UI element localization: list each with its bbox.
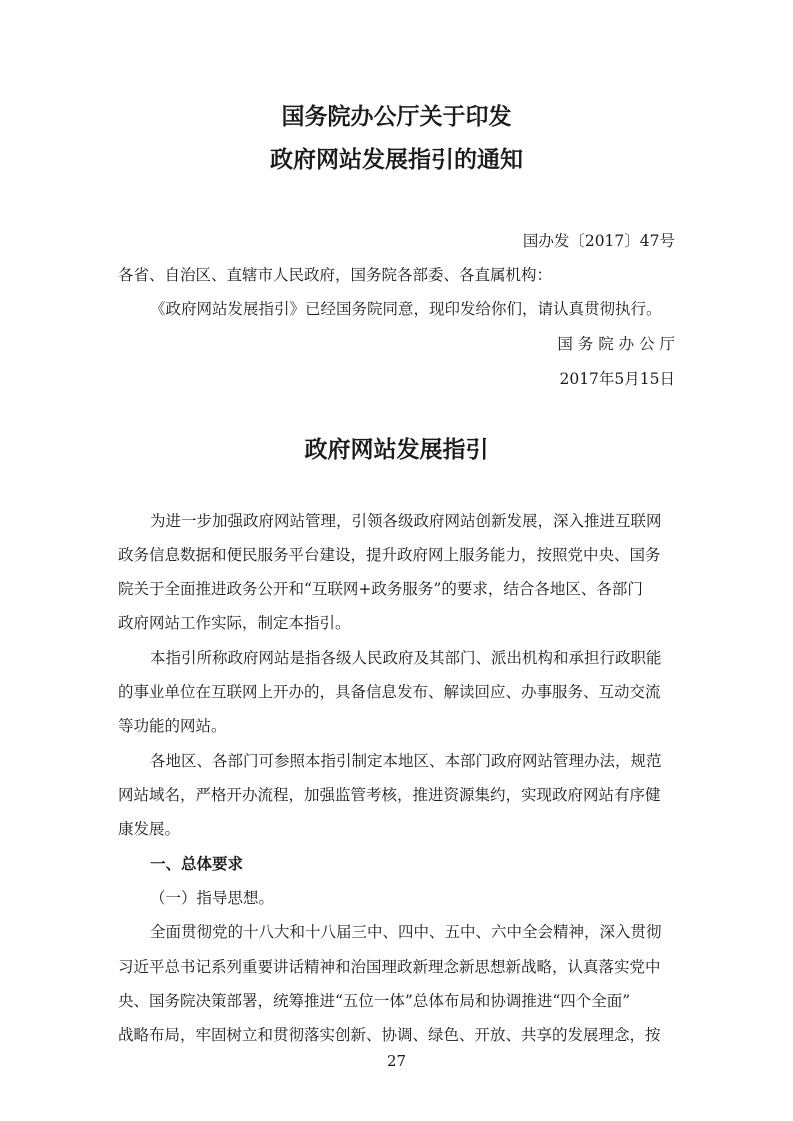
paragraph-line: 政府网站工作实际，制定本指引。 — [118, 614, 351, 632]
issuer: 国 务 院 办 公 厅 — [557, 335, 675, 353]
notice-title-line1: 国务院办公厅关于印发 — [281, 104, 512, 130]
paragraph-line: 政务信息数据和便民服务平台建设，提升政府网上服务能力，按照党中央、国务 — [118, 546, 661, 564]
paragraph-line: 央、国务院决策部署，统筹推进“五位一体”总体布局和协调推进“四个全面” — [118, 992, 631, 1010]
page-number: 27 — [386, 1052, 407, 1070]
paragraph-line: 本指引所称政府网站是指各级人民政府及其部门、派出机构和承担行政职能 — [150, 649, 662, 667]
subsection-heading: （一）指导思想。 — [150, 889, 275, 907]
paragraph-line: 康发展。 — [118, 820, 181, 838]
paragraph-line: 网站域名，严格开办流程，加强监管考核，推进资源集约，实现政府网站有序健 — [118, 786, 661, 804]
issue-date: 2017年5月15日 — [559, 370, 675, 388]
notice-body: 《政府网站发展指引》已经国务院同意，现印发给你们，请认真贯彻执行。 — [150, 300, 662, 318]
document-number: 国办发〔2017〕47号 — [522, 232, 675, 250]
paragraph-line: 为进一步加强政府网站管理，引领各级政府网站创新发展，深入推进互联网 — [150, 512, 662, 530]
paragraph-line: 各地区、各部门可参照本指引制定本地区、本部门政府网站管理办法，规范 — [150, 752, 662, 770]
paragraph-line: 习近平总书记系列重要讲话精神和治国理政新理念新思想新战略，认真落实党中 — [118, 958, 661, 976]
paragraph-line: 院关于全面推进政务公开和“互联网+政务服务”的要求，结合各地区、各部门 — [118, 580, 643, 598]
paragraph-line: 等功能的网站。 — [118, 717, 227, 735]
guideline-title: 政府网站发展指引 — [304, 437, 489, 463]
recipients-line: 各省、自治区、直辖市人民政府，国务院各部委、各直属机构： — [118, 266, 553, 284]
paragraph-line: 的事业单位在互联网上开办的，具备信息发布、解读回应、办事服务、互动交流 — [118, 683, 661, 701]
section-heading: 一、总体要求 — [150, 855, 244, 873]
notice-title-line2: 政府网站发展指引的通知 — [270, 147, 523, 173]
paragraph-line: 战略布局，牢固树立和贯彻落实创新、协调、绿色、开放、共享的发展理念，按 — [118, 1026, 661, 1044]
paragraph-line: 全面贯彻党的十八大和十八届三中、四中、五中、六中全会精神，深入贯彻 — [150, 923, 662, 941]
